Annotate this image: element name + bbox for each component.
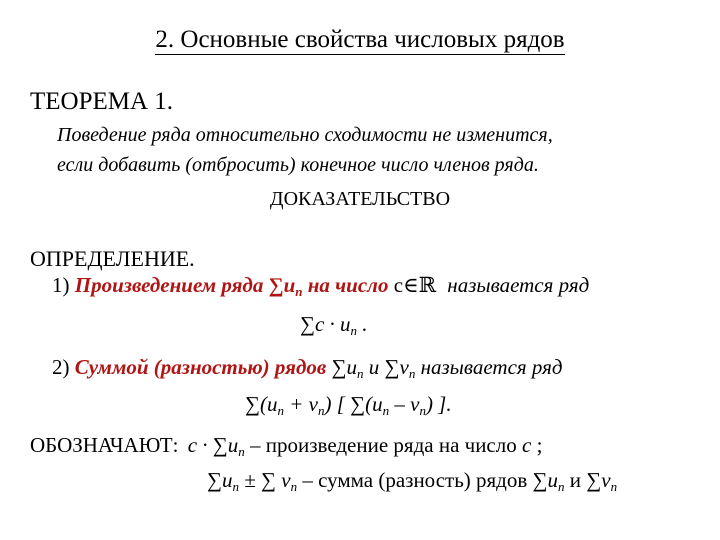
item2-sum-u: $\sum u_n$ (331, 355, 364, 381)
item2-red-text: Суммой (разностью) рядов (74, 355, 327, 379)
theorem-line-2: если добавить (отбросить) конечное число членов ряда. (57, 154, 539, 176)
notation-sum-v: ± ∑ $v_n$ (244, 468, 298, 494)
theorem-line-1: Поведение ряда относительно сходимости не изменится, (57, 124, 553, 146)
notation-sum-v-2: $\sum v_n$ (586, 468, 618, 494)
item2-number: 2) (52, 355, 70, 379)
notation-heading: ОБОЗНАЧАЮТ: (30, 433, 179, 457)
item1-formula: $\sum c \cdot u_n$ . (300, 312, 368, 338)
item1-tail: называется ряд (447, 273, 590, 297)
definition-heading: ОПРЕДЕЛЕНИЕ. (30, 246, 195, 271)
notation-end-1: ; (536, 433, 543, 457)
item1-c-in-r: c∈ℝ (393, 273, 437, 297)
proof-label: ДОКАЗАТЕЛЬСТВО (269, 188, 451, 210)
item1-number: 1) (52, 273, 70, 297)
slide-title-text: 2. Основные свойства числовых рядов (155, 26, 565, 53)
notation-line-2 (207, 468, 617, 493)
notation-line-1 (30, 433, 542, 458)
notation-sum-u-2: $\sum u_n$ (532, 468, 565, 494)
notation-and: и (569, 468, 582, 492)
definition-item-1 (52, 273, 589, 298)
notation-c: c (522, 433, 532, 457)
notation-sum-u: $\sum u_n$ (207, 468, 239, 494)
item2-conj: и (368, 355, 380, 379)
item1-sum-u: $\sum u_n$ (268, 273, 303, 299)
theorem-heading: ТЕОРЕМА 1. (30, 88, 174, 115)
item2-formula: $\sum(u_n + v_n)$ [ $\sum(u_n - v_n)$ ]. (245, 392, 452, 418)
notation-formula-1: $c \cdot \sum u_n$ (187, 433, 245, 459)
item1-red-text-2: на число (307, 273, 389, 297)
notation-text-1: – произведение ряда на число (250, 433, 517, 457)
item2-tail: называется ряд (420, 355, 563, 379)
item2-sum-v: $\sum v_n$ (384, 355, 416, 381)
notation-text-2: – сумма (разность) рядов (302, 468, 528, 492)
item1-red-text-1: Произведением ряда (74, 273, 264, 297)
definition-item-2 (52, 355, 563, 380)
slide-title (0, 26, 720, 54)
